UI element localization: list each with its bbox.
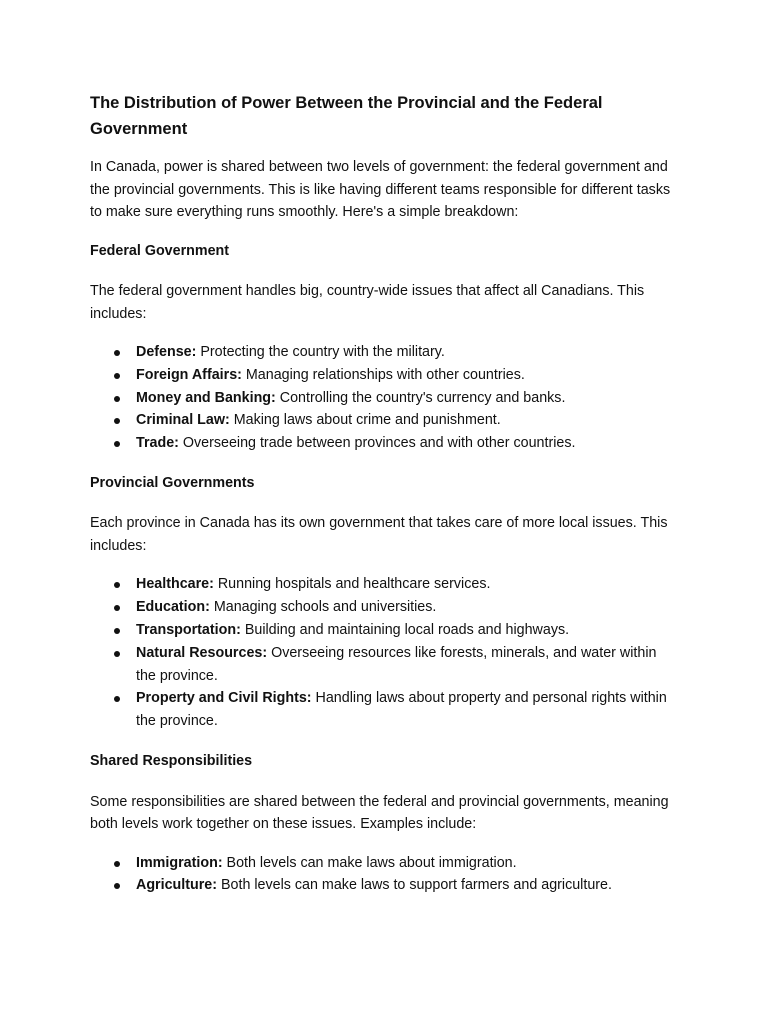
shared-responsibilities-list [90, 852, 678, 898]
list-item-term: Criminal Law: [136, 412, 230, 429]
list-item-term: Education: [136, 599, 210, 616]
list-item-term: Property and Civil Rights: [136, 690, 312, 707]
list-item-text: Managing schools and universities. [209, 599, 437, 616]
list-item-text: Controlling the country's currency and banks. [275, 389, 566, 406]
list-item-text: Both levels can make laws about immigration. [222, 854, 517, 871]
list-item-text: Both levels can make laws to support farmers and agriculture. [217, 877, 612, 894]
list-item [90, 596, 678, 619]
bullet-icon [114, 696, 120, 702]
list-item-text: Managing relationships with other countries. [241, 366, 525, 383]
list-item [90, 364, 678, 387]
list-item-text: Making laws about crime and punishment. [229, 412, 501, 429]
list-item [90, 409, 678, 432]
list-item-term: Foreign Affairs: [136, 366, 242, 383]
federal-responsibilities-list [90, 341, 678, 455]
bullet-icon [114, 582, 120, 588]
list-item-term: Healthcare: [136, 576, 214, 593]
list-item-text: Overseeing resources like forests, minerals, and water within the province. [136, 644, 657, 684]
list-item [90, 619, 678, 642]
list-item [90, 387, 678, 410]
bullet-icon [114, 396, 120, 402]
list-item [90, 874, 678, 897]
shared-section-heading: Shared Responsibilities [90, 753, 253, 770]
list-item-text: Handling laws about property and personal rights within the province. [136, 690, 667, 730]
intro-paragraph: In Canada, power is shared between two levels of government: the federal government and the provincial governments. This is like having different teams responsible for different tasks to make sure everything runs smoothly. Here's a simple breakdown: [90, 159, 671, 220]
list-item [90, 341, 678, 364]
bullet-icon [114, 373, 120, 379]
list-item-term: Agriculture: [136, 877, 218, 894]
list-item [90, 432, 678, 455]
list-item-term: Immigration: [136, 854, 223, 871]
federal-section-heading: Federal Government [90, 242, 230, 259]
list-item-term: Defense: [136, 344, 197, 360]
list-item [90, 852, 678, 875]
list-item [90, 642, 678, 688]
list-item [90, 573, 678, 596]
bullet-icon [114, 651, 120, 657]
provincial-intro-paragraph: Each province in Canada has its own government that takes care of more local issues. This includes: [90, 515, 668, 554]
shared-intro-paragraph: Some responsibilities are shared between the federal and provincial governments, meaning both levels work together on these issues. Examples include: [90, 793, 669, 833]
document-title: The Distribution of Power Between the Provincial and the Federal Government [90, 94, 603, 138]
list-item-text: Running hospitals and healthcare services. [213, 576, 491, 593]
list-item-term: Transportation: [136, 622, 241, 639]
list-item-text: Building and maintaining local roads and highways. [240, 622, 570, 639]
federal-intro-paragraph: The federal government handles big, country-wide issues that affect all Canadians. This includes: [90, 283, 645, 322]
bullet-icon [114, 628, 120, 634]
list-item-text: Protecting the country with the military. [196, 344, 445, 360]
bullet-icon [114, 861, 120, 867]
list-item [90, 687, 678, 733]
list-item-term: Trade: [136, 435, 179, 452]
provincial-section-heading: Provincial Governments [90, 474, 255, 491]
bullet-icon [114, 605, 120, 611]
list-item-term: Money and Banking: [136, 389, 276, 406]
bullet-icon [114, 883, 120, 889]
list-item-term: Natural Resources: [136, 644, 268, 661]
bullet-icon [114, 350, 120, 356]
bullet-icon [114, 418, 120, 424]
list-item-text: Overseeing trade between provinces and with other countries. [178, 435, 576, 452]
bullet-icon [114, 441, 120, 447]
provincial-responsibilities-list [90, 573, 678, 733]
